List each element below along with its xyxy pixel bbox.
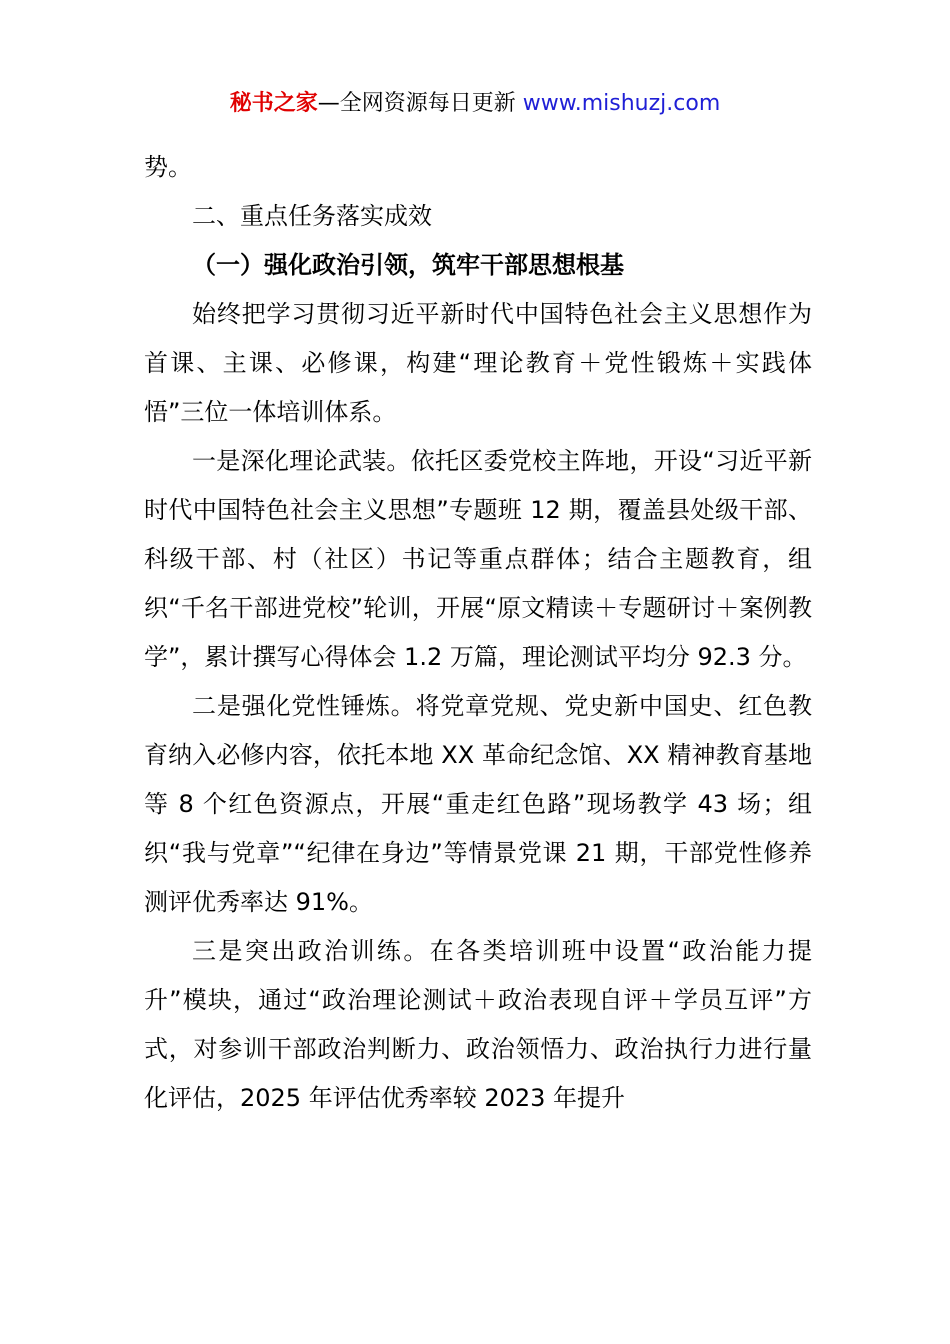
paragraph-intro: 始终把学习贯彻习近平新时代中国特色社会主义思想作为首课、主课、必修课，构建“理论教育＋党性锻炼＋实践体悟”三位一体培训体系。 [144,300,812,426]
paragraph-theory: 一是深化理论武装。依托区委党校主阵地，开设“习近平新时代中国特色社会主义思想”专题班 12 期，覆盖县处级干部、科级干部、村（社区）书记等重点群体；结合主题教育，组织“千名干部进党校”轮训，开展“原文精读＋专题研讨＋案例教学”，累计撰写心得体会 1.2 万篇，理论测试平均分 92.3 分。 [144,447,812,671]
site-tagline: —全网资源每日更新 [317,91,523,116]
site-brand: 秘书之家 [229,91,318,116]
site-url-link[interactable]: www.mishuzj.com [522,91,721,116]
site-header [0,88,950,120]
subsection-heading: （一）强化政治引领，筑牢干部思想根基 [192,251,624,279]
section-heading: 二、重点任务落实成效 [192,202,432,230]
paragraph-continuation: 势。 [144,153,192,181]
paragraph-party-spirit: 二是强化党性锤炼。将党章党规、党史新中国史、红色教育纳入必修内容，依托本地 XX 革命纪念馆、XX 精神教育基地等 8 个红色资源点，开展“重走红色路”现场教学 43 场；组织“我与党章”“纪律在身边”等情景党课 21 期，干部党性修养测评优秀率达 91%。 [144,692,812,916]
document-body [144,143,812,1123]
paragraph-political-training: 三是突出政治训练。在各类培训班中设置“政治能力提升”模块，通过“政治理论测试＋政治表现自评＋学员互评”方式，对参训干部政治判断力、政治领悟力、政治执行力进行量化评估，2025 年评估优秀率较 2023 年提升 [144,937,812,1112]
